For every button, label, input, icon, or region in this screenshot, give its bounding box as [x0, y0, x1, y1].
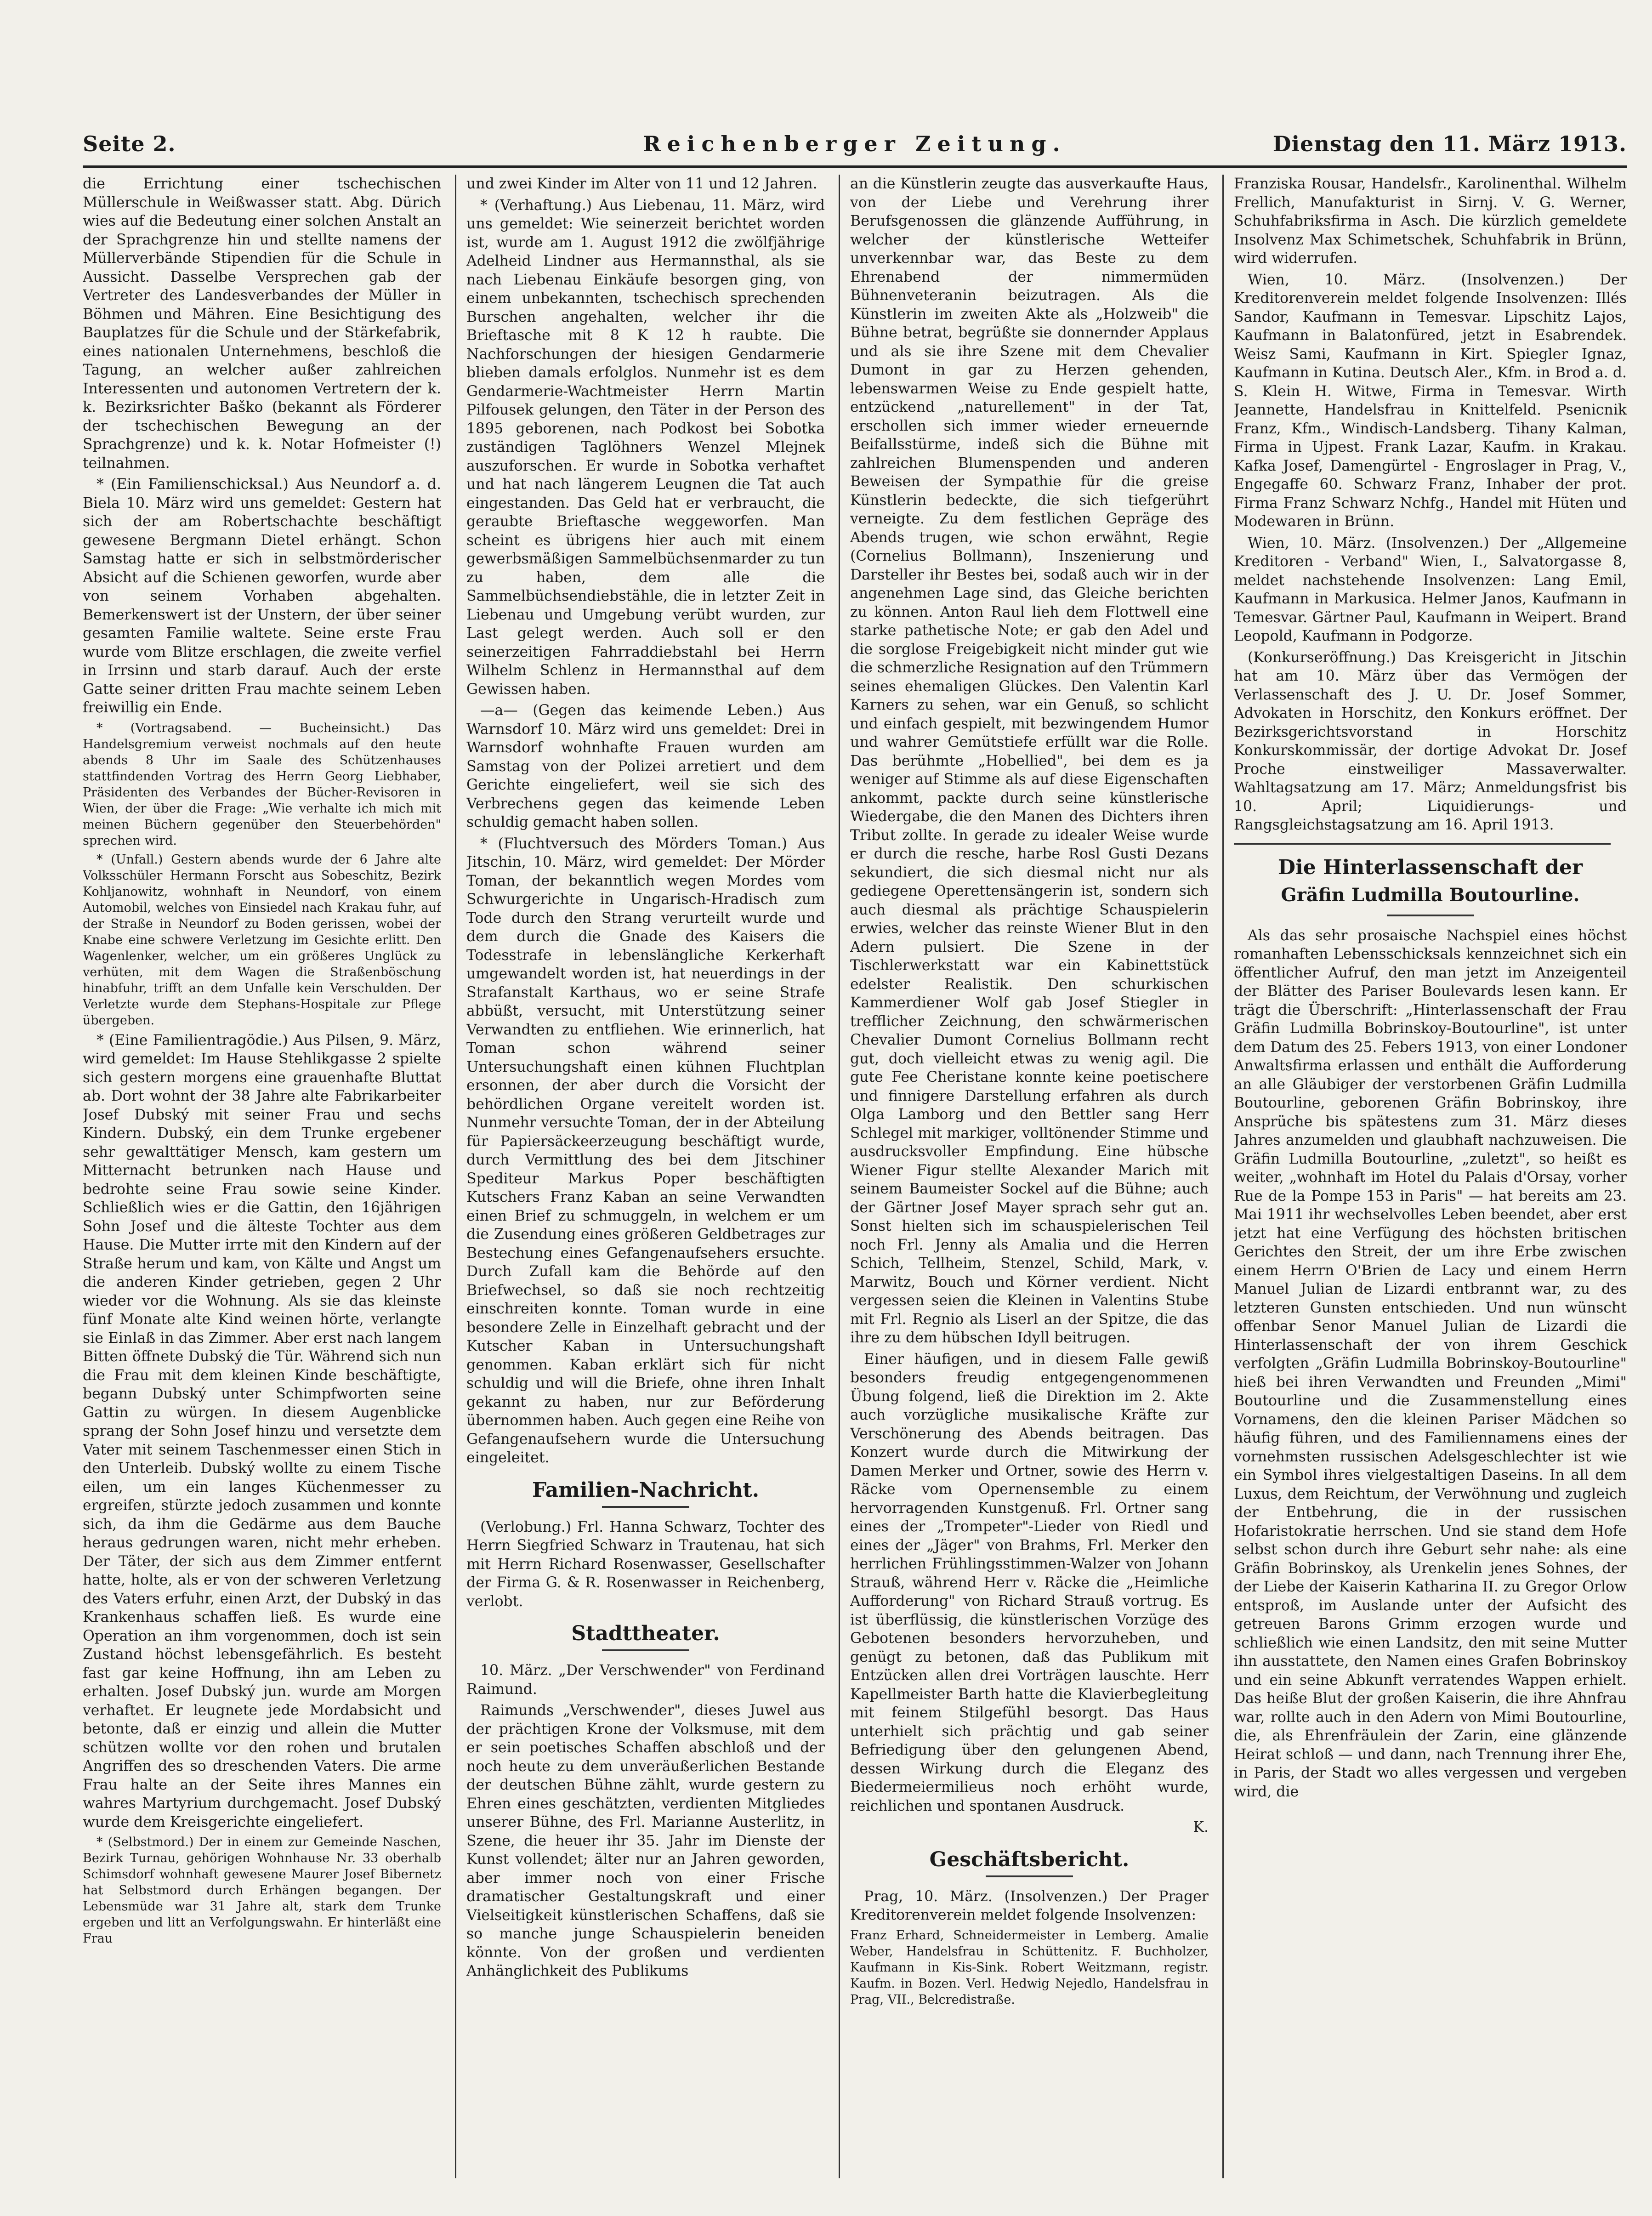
article-verhaftung: * (Verhaftung.) Aus Liebenau, 11. März, wird uns gemeldet: Wie seinerzeit berichtet worden ist, wurde am 1. August 1912 die zwölfjährige Adelheid Lindner aus Hermannsthal, als sie nach Liebenau Einkäufe besorgen ging, von einem unbekannten, tschechisch sprechenden Burschen angehalten, welcher ihr die Brieftasche mit 8 K 12 h raubte. Die Nachforschungen der hiesigen Gendarmerie blieben damals erfolglos. Nunmehr ist es dem Gendarmerie-Wachtmeister Herrn Martin Pilfousek gelungen, den Täter in der Person des 1895 geborenen, nach Podkost bei Sobotka zuständigen Taglöhners Wenzel Mlejnek auszuforschen. Er wurde in Sobotka verhaftet und hat nach längerem Leugnen die Tat auch eingestanden. Das Geld hat er verbraucht, die geraubte Brieftasche weggeworfen. Man scheint es übrigens hier auch mit einem gewerbsmäßigen Sammelbüchsenmarder zu tun zu haben, dem alle die Sammelbüchsendiebstähle, die in letzter Zeit in Liebenau und Umgebung verübt wurden, zur Last gelegt werden. Auch soll er den seinerzeitigen Fahrraddiebstahl bei Herrn Wilhelm Schlenz in Hermannsthal auf dem Gewissen haben. — [466, 197, 825, 698]
section-heading-geschaeftsbericht: Geschäftsbericht. — [929, 1847, 1130, 1871]
article-familienschicksal: * (Ein Familienschicksal.) Aus Neundorf a. d. Biela 10. März wird uns gemeldet: Gestern hat sich der am Robertschachte beschäftigt gewesene Bergmann Dietel erhängt. Schon Samstag hatte er sich in selbstmörderischer Absicht auf die Schienen geworfen, wurde aber von seinem Vorhaben abgehalten. Bemerkenswert ist der Unstern, der über seiner gesamten Familie waltete. Seine erste Frau wurde vom Blitze erschlagen, die zweite verfiel in Irrsinn und starb darauf. Auch der erste Gatte seiner dritten Frau machte seinem Leben freiwillig ein Ende. — [83, 476, 441, 716]
article-selbstmord: * (Selbstmord.) Der in einem zur Gemeinde Naschen, Bezirk Turnau, gehörigen Wohnhause Nr. 33 oberhalb Schimsdorf wohnhaft gewesene Maurer Josef Bibernetz hat Selbstmord durch Erhängen begangen. Der Lebensmüde war 31 Jahre alt, stark dem Trunke ergeben und litt an Verfolgungswahn. Er hinterläßt eine Frau — [83, 1835, 441, 1946]
article-fluchtversuch: * (Fluchtversuch des Mörders Toman.) Aus Jitschin, 10. März, wird gemeldet: Der Mörder Toman, der bekanntlich wegen Mordes vom Schwurgerichte in Ungarisch-Hradisch zum Tode durch den Strang verurteilt wurde und dem durch die Gnade des Kaisers die Todesstrafe in lebenslängliche Kerkerhaft umgewandelt worden ist, hat neuerdings in der Strafanstalt Karthaus, wo er seine Strafe abbüßt, versucht, mit Unterstützung seiner Verwandten zu entfliehen. Wie erinnerlich, hat Toman schon während seiner Untersuchungshaft einen kühnen Fluchtplan ersonnen, der aber durch die Vorsicht der behördlichen Organe vereitelt worden ist. Nunmehr versuchte Toman, der in der Abteilung für Papiersäckeerzeugung beschäftigt wurde, durch Vermittlung des bei dem Jitschiner Spediteur Markus Poper beschäftigten Kutschers Franz Kaban an seine Verwandten einen Brief zu schmuggeln, in welchem er um die Zusendung eines größeren Geldbetrages zur Bestechung eines Gefangenaufsehers ersuchte. Durch Zufall kam die Behörde auf den Briefwechsel, so daß sie noch rechtzeitig einschreiten konnte. Toman wurde in eine besondere Zelle in Einzelhaft gebracht und der Kutscher Kaban in Untersuchungshaft genommen. Kaban erklärt sich für nicht schuldig und will die Briefe, ohne ihren Inhalt gekannt zu haben, nur zur Beförderung übernommen haben. Auch gegen eine Reihe von Gefangenaufsehern wurde die Untersuchung eingeleitet. — [466, 835, 825, 1466]
theater-review-continued: an die Künstlerin zeugte das ausverkaufte Haus, von der Liebe und Verehrung ihrer Berufsgenossen die glänzende Aufführung, in welcher der künstlerische Wetteifer unverkennbar war, das Beste zu dem Ehrenabend der nimmermüden Bühnenveteranin beizutragen. Als die Künstlerin im zweiten Akte als „Holzweib" die Bühne betrat, begrüßte sie donnernder Applaus und als sie ihre Szene mit dem Chevalier Dumont in gar zu Herzen gehenden, lebenswarmen Weise zu Ende gespielt hatte, entzückend „naturellement" in der Tat, erschollen sich immer wieder erneuernde Beifallsstürme, indeß sich die Bühne mit zahlreichen Blumenspenden und anderen Beweisen der Sympathie für die greise Künstlerin bedeckte, die sich tiefgerührt verneigte. Zu dem festlichen Gepräge des Abends trugen, wie schon erwähnt, Regie (Cornelius Bollmann), Inszenierung und Darsteller ihr Bestes bei, sodaß auch wir in der angenehmen Lage sind, das Gleiche berichten zu können. Anton Raul lieh dem Flottwell eine starke pathetische Note; er gab den Adel und die sorglose Freigebigkeit nicht minder gut wie die schmerzliche Resignation auf den Trümmern seines ehemaligen Glückes. Den Valentin Karl Karners zu sehen, war ein Genuß, so schlicht und einfach gespielt, mit bezwingendem Humor und wahrer Gemütstiefe erfüllt war die Rolle. Das berühmte „Hobellied", bei dem es ja weniger auf Stimme als auf diese Eigenschaften ankommt, packte durch seine künstlerische Wiedergabe, die den Manen des Dichters ihren Tribut zollte. In gerade zu idealer Weise wurde er durch die resche, harbe Rosl Gusti Dezans sekundiert, die sich diesmal nicht nur als gediegene Operettensängerin ist, sondern sich auch diesmal als prächtige Schauspielerin erwies, welcher das reinste Wiener Blut in den Adern pulsiert. Die Szene in der Tischlerwerkstatt war ein Kabinettstück edelster Realistik. Den schurkischen Kammerdiener Wolf gab Josef Stiegler in trefflicher Zeichnung, den schwärmerischen Chevalier Dumont Cornelius Bollmann recht gut, doch vielleicht etwas zu wenig agil. Die gute Fee Cheristane konnte keine poetischere und finnigere Darstellung erfahren als durch Olga Lamborg und den Bettler sang Herr Schlegel mit markiger, volltönender Stimme und ausdrucksvoller Empfindung. Eine hübsche Wiener Figur stellte Alexander Marich mit seinem Baumeister Sockel auf die Bühne; auch der Gärtner Josef Mayer sprach sehr gut an. Sonst hielten sich im schauspielerischen Teil noch Frl. Jenny als Amalia und die Herren Schich, Tellheim, Stenzel, Schild, Mark, v. Marwitz, Bouch und Körner verdient. Nicht vergessen seien die Kleinen in Valentins Stube mit Frl. Regnio als Liserl an der Spitze, die das ihre zu dem hübschen Idyll beitrugen. — [850, 176, 1209, 1346]
section-rule — [1234, 843, 1611, 845]
column-rule — [455, 175, 456, 2178]
column-1 — [83, 175, 441, 2178]
theater-performance-line: 10. März. „Der Verschwender" von Ferdinand Raimund. — [466, 1662, 825, 1698]
article-subheading: Gräfin Ludmilla Boutourline. — [1281, 884, 1580, 906]
theater-review: Raimunds „Verschwender", dieses Juwel aus der prächtigen Krone der Volksmuse, mit dem er sein poetisches Schaffen abschloß und der noch heute zu dem unveräußerlichen Bestande der deutschen Bühne zählt, wurde gestern zu Ehren eines geschätzten, verdienten Mitgliedes unserer Bühne, des Frl. Marianne Austerlitz, in Szene, die heuer ihr 35. Jahr im Dienste der Kunst vollendet; älter nur an Jahren geworden, aber immer noch von einer Frische dramatischer Gestaltungskraft und einer Vielseitigkeit künstlerischen Schaffens, daß sie so manche junge Schauspielerin beneiden könnte. Von der großen und verdienten Anhänglichkeit des Publikums — [466, 1702, 825, 1979]
heading-rule — [986, 1875, 1073, 1877]
section-heading-stadttheater: Stadttheater. — [571, 1622, 720, 1645]
insolvency-vienna-2: Wien, 10. März. (Insolvenzen.) Der „Allgemeine Kreditoren - Verband" Wien, I., Salvatorgasse 8, meldet nachstehende Insolvenzen: Lang Emil, Kaufmann in Markusica. Helmer Janos, Kaufmann in Temesvar. Gärtner Paul, Kaufmann in Weipert. Brand Leopold, Kaufmann in Podgorze. — [1234, 534, 1627, 644]
article-text: und zwei Kinder im Alter von 11 und 12 Jahren. — [466, 176, 817, 192]
article-boutourline: Als das sehr prosaische Nachspiel eines höchst romanhaften Lebensschicksals kennzeichnet sich ein öffentlicher Aufruf, den man jetzt im Anzeigenteil der Blätter des Pariser Boulevards lesen kann. Er trägt die Überschrift: „Hinterlassenschaft der Frau Gräfin Ludmilla Bobrinskoy-Boutourline", ist unter dem Datum des 25. Febers 1913, von einer Londoner Anwaltsfirma erlassen und enthält die Aufforderung an alle Gläubiger der verstorbenen Gräfin Ludmilla Boutourline, geborenen Gräfin Bobrinskoy, ihre Ansprüche bis spätestens zum 31. März dieses Jahres anzumelden und glaubhaft nachzuweisen. Die Gräfin Ludmilla Boutourline, „zuletzt", so heißt es weiter, „wohnhaft im Hotel du Palais d'Orsay, vorher Rue de la Pompe 153 in Paris" — hat bereits am 23. Mai 1911 ihr wechselvolles Leben beendet, aber erst jetzt hat eine Verfügung des höchsten britischen Gerichtes den Streit, der um ihre Erbe zwischen einem Herrn O'Brien de Lacy und einem Herrn Manuel Julian de Lizardi entbrannt war, zu des letzteren Gunsten entschieden. Und nun wünscht offenbar Senor Manuel Julian de Lizardi die Hinterlassenschaft der von ihrem Geschick verfolgten „Gräfin Ludmilla Bobrinskoy-Boutourline" hieß bei ihren Verwandten und Freunden „Mimi" Boutourline und die Zusammenstellung eines Vornamens, den die kleinen Pariser Mädchen so häufig führen, und des Familiennamens eines der vornehmsten russischen Adelsgeschlechter ist wie ein Symbol ihres vielgestaltigen Daseins. In all dem Luxus, dem Reichtum, der Verwöhnung und zugleich der Entbehrung, die in der russischen Hofaristokratie herrschen. Und sie stand dem Hofe selbst schon durch ihre Geburt sehr nahe: als eine Gräfin Bobrinskoy, als Urenkelin jenes Sohnes, der der Liebe der Kaiserin Katharina II. zu Gregor Orlow entsproß, im Auslande unter der Aufsicht des getreuen Barons Grimm erzogen wurde und schließlich wie einen Landsitz, den mit seine Mutter ihn ausstattete, den Namen eines Grafen Bobrinskoy und ein seine Abkunft verratendes Wappen erhielt. Das heiße Blut der großen Kaiserin, die ihre Ahnfrau war, rollte auch in den Adern von Mimi Boutourline, die, als Ehrenfräulein der Zarin, eine glänzende Heirat schloß — und dann, nach Trennung ihrer Ehe, in Paris, der Stadt wo alles vergessen und vergeben wird, die — [1234, 927, 1627, 1800]
theater-review-concert: Einer häufigen, und in diesem Falle gewiß besonders freudig entgegengenommenen Übung folgend, ließ die Direktion im 2. Akte auch vorzügliche musikalische Kräfte zur Verschönerung des Abends beitragen. Das Konzert wurde durch die Mitwirkung der Damen Merker und Ortner, sowie des Herrn v. Räcke vom Opernensemble zu einem hervorragenden Kunstgenuß. Frl. Ortner sang eines der „Trompeter"-Lieder von Riedl und eines der „Jäger" von Brahms, Frl. Merker den herrlichen Frühlingsstimmen-Walzer von Johann Strauß, während Herr v. Räcke die „Heimliche Aufforderung" von Richard Strauß vortrug. Es ist überflüssig, die künstlerischen Vorzüge des Gebotenen besonders hervorzuheben, und genügt zu betonen, daß das Publikum mit Entzücken allen drei Vorträgen lauschte. Herr Kapellmeister Barth hatte die Klavierbegleitung mit feinem Stilgefühl besorgt. Das Haus unterhielt sich prächtig und gab seiner Befriedigung über den gelungenen Abend, dessen Wirkung durch die Eleganz des Biedermeiermilieus noch erhöht wurde, reichlichen und spontanen Ausdruck. — [850, 1351, 1209, 1814]
heading-rule — [1387, 915, 1474, 916]
article-heading: Die Hinterlassenschaft der — [1277, 855, 1583, 879]
column-4 — [1234, 175, 1627, 2178]
section-heading-familien-nachricht: Familien-Nachricht. — [532, 1478, 760, 1502]
heading-rule — [602, 1506, 689, 1508]
column-rule — [839, 175, 840, 2178]
insolvency-list-continued: Franziska Rousar, Handelsfr., Karolinenthal. Wilhelm Frellich, Manufakturist in Sirnj. V. G. Werner, Schuhfabriksfirma in Asch. Die kürzlich gemeldete Insolvenz Max Schimetschek, Schuhfabrik in Brünn, wird widerrufen. — [1234, 176, 1627, 267]
insolvency-prague: Prag, 10. März. (Insolvenzen.) Der Prager Kreditorenverein meldet folgende Insolvenzen: — [850, 1888, 1209, 1923]
column-3 — [850, 175, 1209, 2178]
newspaper-page — [83, 124, 1627, 2192]
page-header — [83, 124, 1627, 168]
column-2 — [466, 175, 825, 2178]
newspaper-title: Reichenberger Zeitung. — [643, 131, 1067, 156]
insolvency-vienna-1: Wien, 10. März. (Insolvenzen.) Der Kreditorenverein meldet folgende Insolvenzen: Illés Sandor, Kaufmann in Temesvar. Lipschitz Lajos, Kaufmann in Balatonfüred, jetzt in Esabrendek. Weisz Sami, Kaufmann in Kirt. Spiegler Ignaz, Kaufmann in Kutina. Deutsch Aler., Kfm. in Brod a. d. S. Klein H. Witwe, Firma in Temesvar. Wirth Jeannette, Handelsfrau in Knittelfeld. Psenicnik Franz, Kfm., Windisch-Landsberg. Tihany Kalman, Firma in Ujpest. Frank Lazar, Kaufm. in Krakau. Kafka Josef, Damengürtel - Engroslager in Prag, V., Engegaffe 60. Schwarz Franz, Inhaber der prot. Firma Franz Schwarz Nchfg., Handel mit Hüten und Modewaren in Brünn. — [1234, 271, 1627, 530]
article-vortragsabend: * (Vortragsabend. — Bucheinsicht.) Das Handelsgremium verweist nochmals auf den heute abends 8 Uhr im Saale des Schützenhauses stattfindenden Vortrag des Herrn Georg Liebhaber, Präsidenten des Verbandes der Bücher-Revisoren in Wien, der über die Frage: „Wie verhalte ich mich mit meinen Büchern gegenüber den Steuerbehörden" sprechen wird. — [83, 721, 441, 848]
article-text: die Errichtung einer tschechischen Müllerschule in Weißwasser statt. Abg. Dürich wies auf die Bedeutung einer solchen Anstalt an der Sprachgrenze hin und stellte namens der Müllerverbände Stipendien für die Schule in Aussicht. Dasselbe Versprechen gab der Vertreter des Landesverbandes der Müller in Böhmen und Mähren. Eine Besichtigung des Bauplatzes für die Schule und der Stärkefabrik, eines nationalen Unternehmens, beschloß die Tagung, an welcher außer zahlreichen Interessenten und autonomen Vertretern der k. k. Bezirksrichter Baško (bekannt als Förderer der tschechischen Bewegung an der Sprachgrenze) und k. k. Notar Hofmeister (!) teilnahmen. — [83, 176, 441, 472]
article-konkurseroeffnung: (Konkurseröffnung.) Das Kreisgericht in Jitschin hat am 10. März über das Vermögen der Verlassenschaft des J. U. Dr. Josef Sommer, Advokaten in Horschitz, den Konkurs eröffnet. Der Bezirksgerichtsvorstand in Horschitz Konkurskommissär, der dortige Advokat Dr. Josef Proche einstweiliger Massaverwalter. Wahltagsatzung am 17. März; Anmeldungsfrist bis 10. April; Liquidierungs- und Rangsgleichstagsatzung am 16. April 1913. — [1234, 649, 1627, 833]
issue-date: Dienstag den 11. März 1913. — [1272, 131, 1627, 156]
article-keimendes-leben: —a— (Gegen das keimende Leben.) Aus Warnsdorf 10. März wird uns gemeldet: Drei in Warnsdorf wohnhafte Frauen wurden am Samstag von der Polizei arretiert und dem Gerichte eingeliefert, weil sie sich des Verbrechens gegen das keimende Leben schuldig gemacht haben sollen. — [466, 702, 825, 830]
insolvency-list-prague: Franz Erhard, Schneidermeister in Lemberg. Amalie Weber, Handelsfrau in Schüttenitz. F. Buchholzer, Kaufmann in Kis-Sink. Robert Weitzmann, registr. Kaufm. in Bozen. Verl. Hedwig Nejedlo, Handelsfrau in Prag, VII., Belcredistraße. — [850, 1928, 1209, 2007]
article-verlobung: (Verlobung.) Frl. Hanna Schwarz, Tochter des Herrn Siegfried Schwarz in Trautenau, hat sich mit Herrn Richard Rosenwasser, Gesellschafter der Firma G. & R. Rosenwasser in Reichenberg, verlobt. — [466, 1518, 825, 1610]
page-number: Seite 2. — [83, 131, 176, 156]
article-unfall: * (Unfall.) Gestern abends wurde der 6 Jahre alte Volksschüler Hermann Forscht aus Sobeschitz, Bezirk Kohljanowitz, wohnhaft in Neundorf, von einem Automobil, welches von Einsiedel nach Krakau fuhr, auf der Straße in Neundorf zu Boden gerissen, wobei der Knabe eine schwere Verletzung im Gesichte erlitt. Den Wagenlenker, welcher, um ein größeres Unglück zu verhüten, mit dem Wagen die Straßenböschung hinabfuhr, trifft an dem Unfalle kein Verschulden. Der Verletzte wurde dem Stephans-Hospitale zur Pflege übergeben. — [83, 852, 441, 1028]
article-familientragoedie: * (Eine Familientragödie.) Aus Pilsen, 9. März, wird gemeldet: Im Hause Stehlikgasse 2 spielte sich gestern morgens eine grauenhafte Bluttat ab. Dort wohnt der 38 Jahre alte Fabrikarbeiter Josef Dubský mit seiner Frau und sechs Kindern. Dubský, ein dem Trunke ergebener sehr gewalttätiger Mensch, kam gestern um Mitternacht betrunken nach Hause und bedrohte seine Frau sowie seine Kinder. Schließlich wies er die Gattin, den 16jährigen Sohn Josef und die älteste Tochter aus dem Hause. Die Mutter irrte mit den Kindern auf der Straße herum und kam, von Kälte und Angst um die anderen Kinder getrieben, gegen 2 Uhr wieder vor die Wohnung. Als sie das kleinste fünf Monate alte Kind weinen hörte, verlangte sie Einlaß in das Zimmer. Aber erst nach langem Bitten öffnete Dubský die Tür. Während sich nun die Frau mit dem kleinen Kinde beschäftigte, begann Dubský unter Schimpfworten seine Gattin zu würgen. In diesem Augenblicke sprang der Sohn Josef hinzu und versetzte dem Vater mit seinem Taschenmesser einen Stich in den Unterleib. Dubský wollte zu einem Tische eilen, um ein langes Küchenmesser zu ergreifen, stürzte jedoch zusammen und konnte sich, da ihm die Gedärme aus dem Bauche heraus gedrungen waren, nicht mehr erheben. Der Täter, der sich aus dem Zimmer entfernt hatte, holte, als er von der schweren Verletzung des Vaters erfuhr, einen Arzt, der Dubský in das Krankenhaus schaffen ließ. Es wurde eine Operation an ihm vorgenommen, doch ist sein Zustand höchst lebensgefährlich. Es besteht fast gar keine Hoffnung, ihn am Leben zu erhalten. Josef Dubský jun. wurde am Morgen verhaftet. Er leugnete jede Mordabsicht und betonte, daß er einzig und allein die Mutter schützen wollte vor den rohen und brutalen Angriffen des so dreschenden Vaters. Die arme Frau halte an der Seite ihres Mannes ein wahres Martyrium durchgemacht. Josef Dubský wurde dem Kreisgerichte eingeliefert. — [83, 1032, 441, 1830]
heading-rule — [602, 1649, 689, 1651]
review-signature: K. — [1193, 1819, 1209, 1835]
column-rule — [1222, 175, 1224, 2178]
